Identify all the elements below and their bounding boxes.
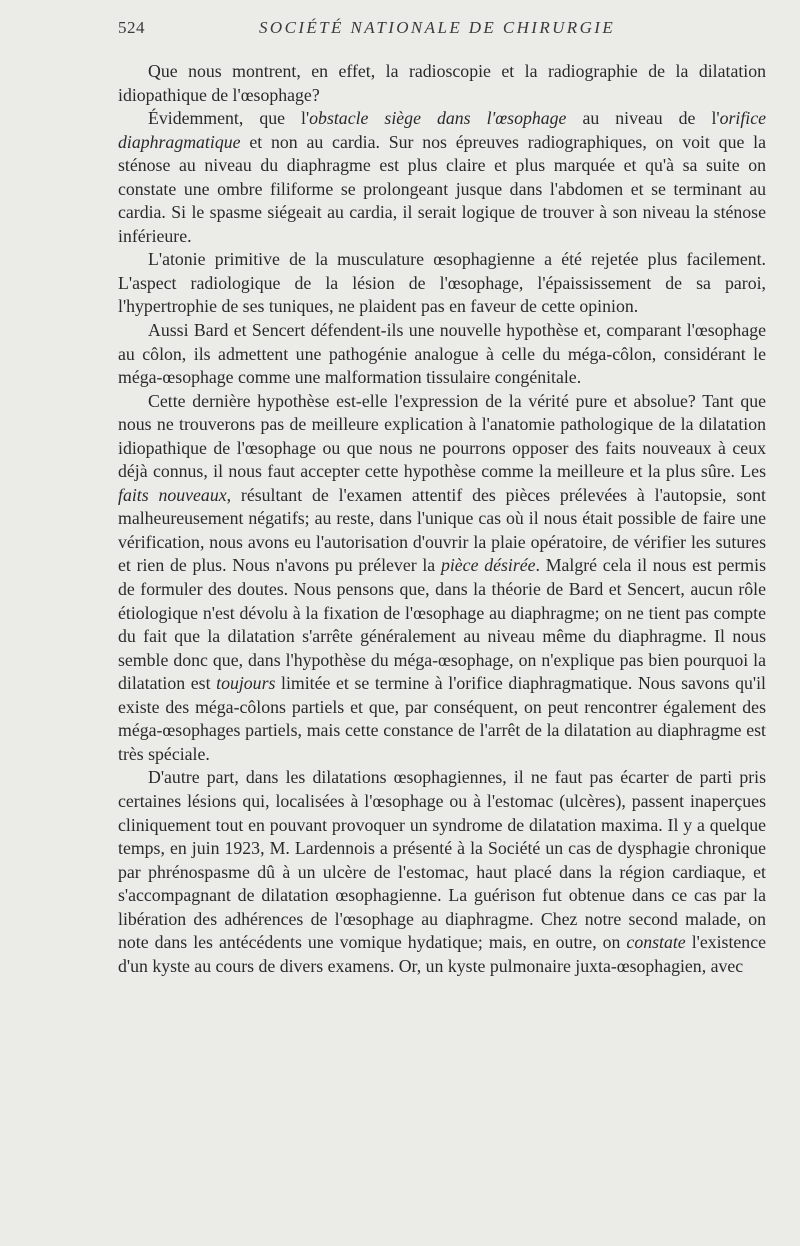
text-run: et non au cardia. Sur nos épreuves radiographiques, on voit que la sténose au niveau du diaphragme est plus claire et plus marquée et qu'à sa suite on constate une ombre filiforme se prolongeant jusque dans l'abdomen et se terminant au cardia. Si le spasme siégeait au cardia, il serait logique de trouver à son niveau la sténose inférieure. bbox=[118, 131, 766, 246]
text-run: . Malgré cela il nous est permis de formuler des doutes. Nous pensons que, dans la théorie de Bard et Sencert, aucun rôle étiologique n'est dévolu à la fixation de l'œsophage au diaphragme; on ne tient pas compte du fait que la dilatation s'arrête généralement au niveau même du diaphragme. Il nous semble donc que, dans l'hypothèse du méga-œsophage, on n'explique pas bien pourquoi la dilatation est bbox=[118, 555, 766, 694]
text-run: Que nous montrent, en effet, la radioscopie et la radiographie de la dilatation idiopathique de l'œsophage? bbox=[118, 61, 766, 105]
running-title: SOCIÉTÉ NATIONALE DE CHIRURGIE bbox=[259, 18, 616, 37]
page-header bbox=[118, 18, 768, 42]
text-run: Évidemment, que l' bbox=[148, 108, 310, 129]
text-run: Cette dernière hypothèse est-elle l'expression de la vérité pure et absolue? Tant que nous ne trouverons pas de meilleure explication à l'anatomie pathologique de la dilatation idiopathique de l'œsophage ou que nous ne pourrons opposer des faits nouveaux à ceux déjà connus, il nous faut accepter cette hypothèse comme la meilleure et la plus sûre. Les bbox=[118, 390, 766, 482]
italic-text: orifice diaphragmatique bbox=[118, 108, 767, 152]
text-run: , résultant de l'examen attentif des pièces prélevées à l'autopsie, sont malheureusement négatifs; au reste, dans l'unique cas où il nous était possible de faire une vérification, nous avons eu l'autorisation d'ouvrir la plaie opératoire, de vérifier les sutures et rien de plus. Nous n'avons pu prélever la bbox=[118, 484, 766, 576]
text-run: Aussi Bard et Sencert défendent-ils une nouvelle hypothèse et, comparant l'œsophage au côlon, ils admettent une pathogénie analogue à celle du méga-côlon, considérant le méga-œsophage comme une malformation tissulaire congénitale. bbox=[118, 320, 766, 388]
paragraph-2 bbox=[118, 107, 766, 248]
paragraph-5 bbox=[118, 390, 766, 767]
text-run: D'autre part, dans les dilatations œsophagiennes, il ne faut pas écarter de parti pris certaines lésions qui, localisées à l'œsophage ou à l'estomac (ulcères), passent inaperçues cliniquement tout en pouvant provoquer un syndrome de dilatation maxima. Il y a quelque temps, en juin 1923, M. Lardennois a présenté à la Société un cas de dysphagie chronique par phrénospasme dû à un ulcère de l'estomac, haut placé dans la région cardiaque, et s'accompagnant de dilatation œsophagienne. La guérison fut obtenue dans ce cas par la libération des adhérences de l'œsophage au diaphragme. Chez notre second malade, on note dans les antécédents une vomique hydatique; mais, en outre, on bbox=[118, 767, 766, 953]
italic-text: obstacle siège dans l'œsophage bbox=[309, 108, 567, 129]
italic-text: pièce désirée bbox=[440, 555, 536, 576]
paragraph-3 bbox=[118, 248, 766, 319]
body-text bbox=[118, 60, 766, 978]
text-run: l'existence d'un kyste au cours de divers examens. Or, un kyste pulmonaire juxta-œsophagien, avec bbox=[118, 932, 766, 976]
italic-text: constate bbox=[626, 932, 686, 953]
paragraph-6 bbox=[118, 766, 766, 978]
italic-text: toujours bbox=[216, 673, 276, 694]
italic-text: faits nouveaux bbox=[118, 484, 227, 505]
text-run: L'atonie primitive de la musculature œsophagienne a été rejetée plus facilement. L'aspect radiologique de la lésion de l'œsophage, l'épaississement de sa paroi, l'hypertrophie de ses tuniques, ne plaident pas en faveur de cette opinion. bbox=[118, 249, 766, 317]
paragraph-1 bbox=[118, 60, 766, 107]
page-number: 524 bbox=[118, 18, 145, 37]
text-run: au niveau de l' bbox=[566, 108, 720, 129]
text-run: limitée et se termine à l'orifice diaphragmatique. Nous savons qu'il existe des méga-côlons partiels et que, par conséquent, on peut rencontrer également des méga-œsophages partiels, mais cette constance de l'arrêt de la dilatation au diaphragme est très spéciale. bbox=[118, 673, 766, 764]
paragraph-4 bbox=[118, 319, 766, 390]
